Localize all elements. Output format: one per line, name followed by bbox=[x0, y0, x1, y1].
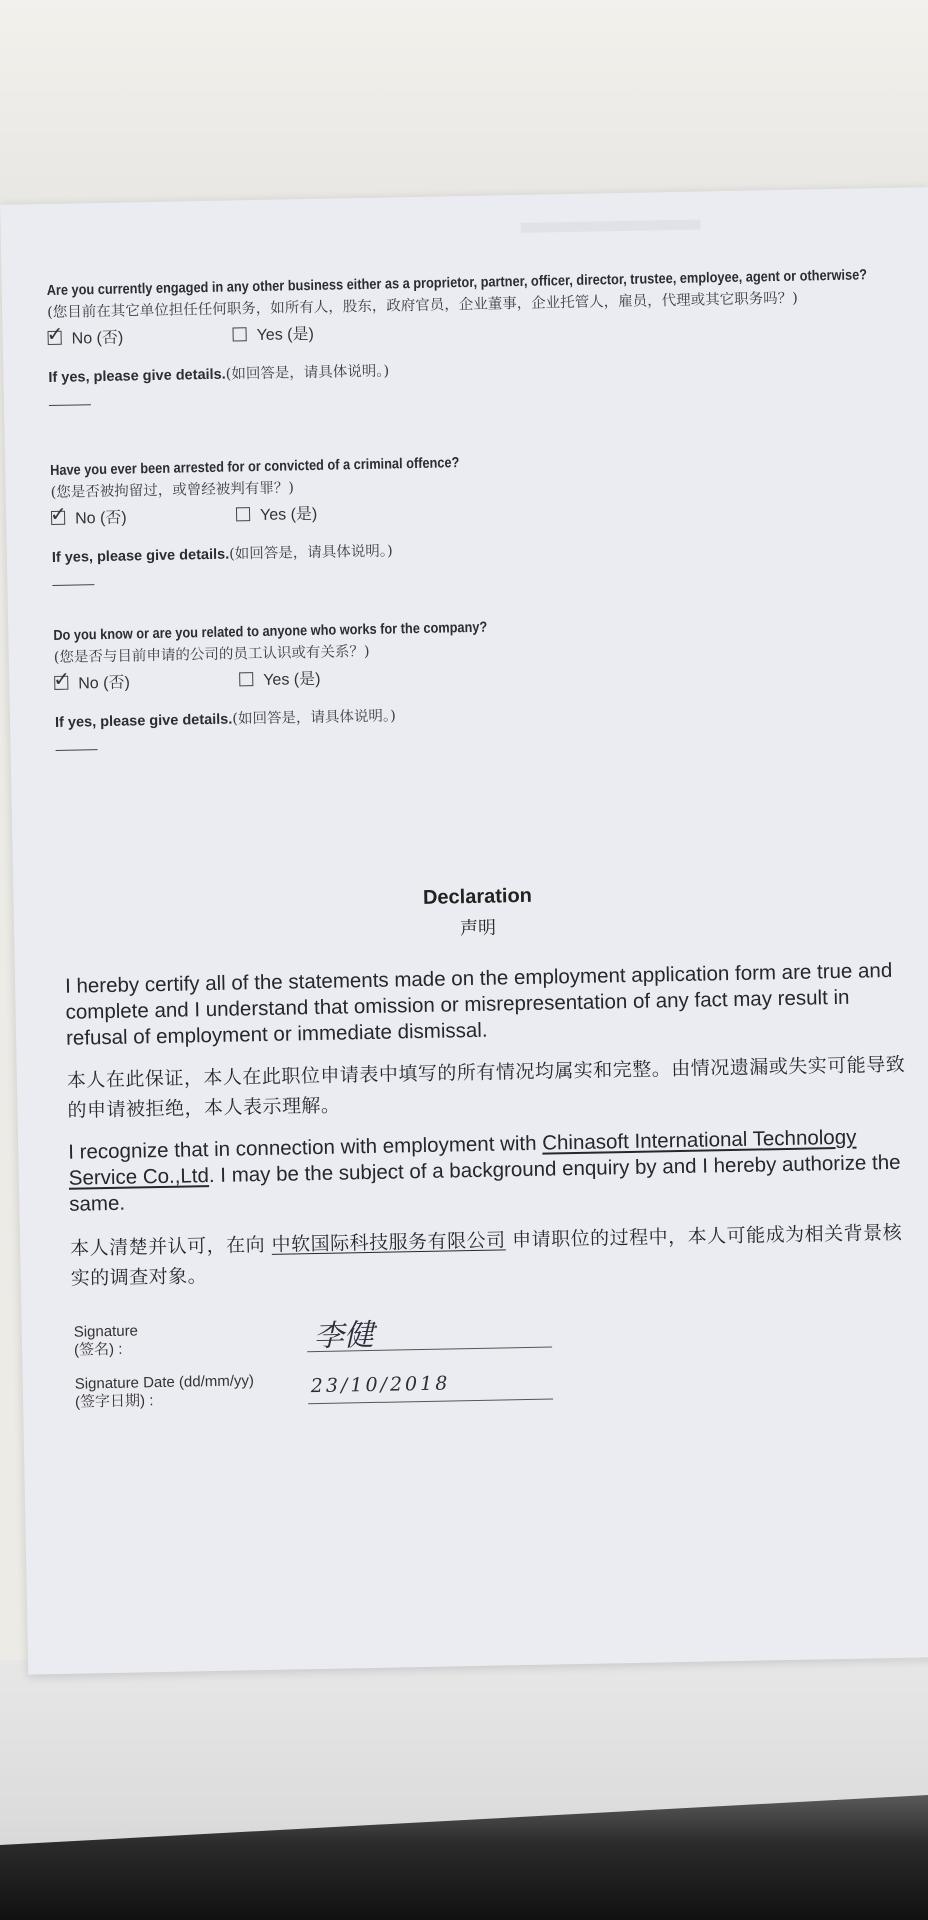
signature-date-label-zh: (签字日期) : bbox=[74, 1392, 154, 1411]
option-no-label: No (否) bbox=[74, 509, 127, 528]
option-yes[interactable] bbox=[236, 501, 318, 526]
option-yes-label: Yes (是) bbox=[259, 505, 318, 524]
details-prompt bbox=[55, 695, 905, 732]
details-label-zh: (如回答是，请具体说明。) bbox=[225, 363, 390, 383]
question-text-zh: (您是否被拘留过，或曾经被判有罪？) bbox=[50, 480, 295, 501]
question-text-zh: (您是否与目前申请的公司的员工认识或有关系？) bbox=[53, 643, 370, 666]
checkbox-no[interactable] bbox=[46, 321, 64, 346]
declaration-paragraph-1: I hereby certify all of the statements made on the employment application form are true and complete and I understand that omission or misrepresentation of any fact may result in refusal of employment or immediate dismissal. bbox=[64, 958, 893, 1050]
details-prompt bbox=[52, 530, 902, 567]
details-label: If yes, please give details. bbox=[48, 366, 226, 387]
declaration-paragraph-2-zh bbox=[70, 1218, 916, 1294]
option-yes[interactable] bbox=[232, 321, 314, 346]
company-name-zh: 中软国际科技服务有限公司 bbox=[271, 1229, 506, 1256]
option-no[interactable] bbox=[46, 321, 124, 349]
company-name: Chinasoft International Technology Service Co.,Ltd bbox=[68, 1125, 857, 1190]
details-label-zh: (如回答是，请具体说明。) bbox=[229, 543, 393, 563]
signature-label bbox=[74, 1322, 139, 1359]
declaration-paragraph-1-zh: 本人在此保证，本人在此职位申请表中填写的所有情况均属实和完整。由情况遗漏或失实可能导致的申请被拒绝，本人表示理解。 bbox=[66, 1053, 906, 1122]
checkbox-no[interactable] bbox=[49, 501, 68, 526]
signature-label-en: Signature bbox=[73, 1322, 139, 1341]
details-label: If yes, please give details. bbox=[54, 711, 233, 731]
option-yes-label: Yes (是) bbox=[256, 325, 315, 345]
checkmark-icon: ✓ bbox=[46, 321, 64, 346]
question-related bbox=[53, 611, 905, 751]
handwritten-signature: 李健 bbox=[313, 1317, 375, 1355]
form-page bbox=[0, 187, 928, 1675]
details-answer-line[interactable] bbox=[56, 749, 98, 751]
option-no-label: No (否) bbox=[71, 329, 124, 348]
paragraph-2-start: I recognize that in connection with employment with bbox=[68, 1131, 543, 1164]
signature-date-line[interactable] bbox=[308, 1399, 553, 1405]
option-no-label: No (否) bbox=[78, 674, 131, 693]
details-label: If yes, please give details. bbox=[51, 546, 230, 566]
question-text: Have you ever been arrested for or convicted of a criminal offence? bbox=[50, 455, 460, 479]
checkmark-icon: ✓ bbox=[52, 666, 71, 691]
paragraph-2-end: . I may be the subject of a background enquiry by and I hereby authorize the same. bbox=[69, 1150, 901, 1216]
option-no[interactable] bbox=[52, 666, 131, 694]
declaration-title-zh: 声明 bbox=[459, 917, 497, 940]
declaration-title: Declaration bbox=[422, 884, 533, 909]
signature-date-label bbox=[75, 1372, 255, 1411]
details-answer-line[interactable] bbox=[49, 404, 91, 406]
checkbox-yes[interactable] bbox=[239, 672, 253, 686]
option-no[interactable] bbox=[49, 501, 127, 529]
signature-label-zh: (签名) : bbox=[73, 1340, 123, 1359]
checkmark-icon: ✓ bbox=[49, 501, 68, 526]
option-yes-label: Yes (是) bbox=[263, 670, 321, 689]
question-text: Do you know or are you related to anyone who works for the company? bbox=[53, 619, 488, 644]
bleed-through-text bbox=[520, 211, 721, 252]
option-yes[interactable] bbox=[239, 666, 321, 691]
paragraph-2-zh-start: 本人清楚并认可，在向 bbox=[69, 1233, 272, 1260]
signature-date-label-en: Signature Date (dd/mm/yy) bbox=[74, 1372, 255, 1393]
details-label-zh: (如回答是，请具体说明。) bbox=[232, 708, 397, 728]
declaration-paragraph-2 bbox=[68, 1124, 914, 1218]
checkbox-no[interactable] bbox=[52, 666, 71, 691]
question-text: Are you currently engaged in any other business either as a proprietor, partner, officer, director, trustee, employee, agent or otherwise? bbox=[46, 267, 868, 300]
paragraph-2-zh-end: 申请职位的过程中，本人可能成为相关背景核实的调查对象。 bbox=[70, 1221, 903, 1290]
question-criminal bbox=[50, 446, 902, 586]
details-prompt bbox=[48, 350, 898, 387]
checkbox-yes[interactable] bbox=[232, 327, 246, 341]
question-text-zh: (您目前在其它单位担任任何职务，如所有人，股东，政府官员，企业董事，企业托管人，雇员，代理或其它职务吗？) bbox=[47, 290, 798, 322]
handwritten-date: 23/10/2018 bbox=[310, 1372, 451, 1398]
checkbox-yes[interactable] bbox=[236, 507, 250, 521]
details-answer-line[interactable] bbox=[52, 584, 94, 586]
bleed-through-shape bbox=[520, 211, 721, 245]
question-business bbox=[47, 266, 899, 406]
